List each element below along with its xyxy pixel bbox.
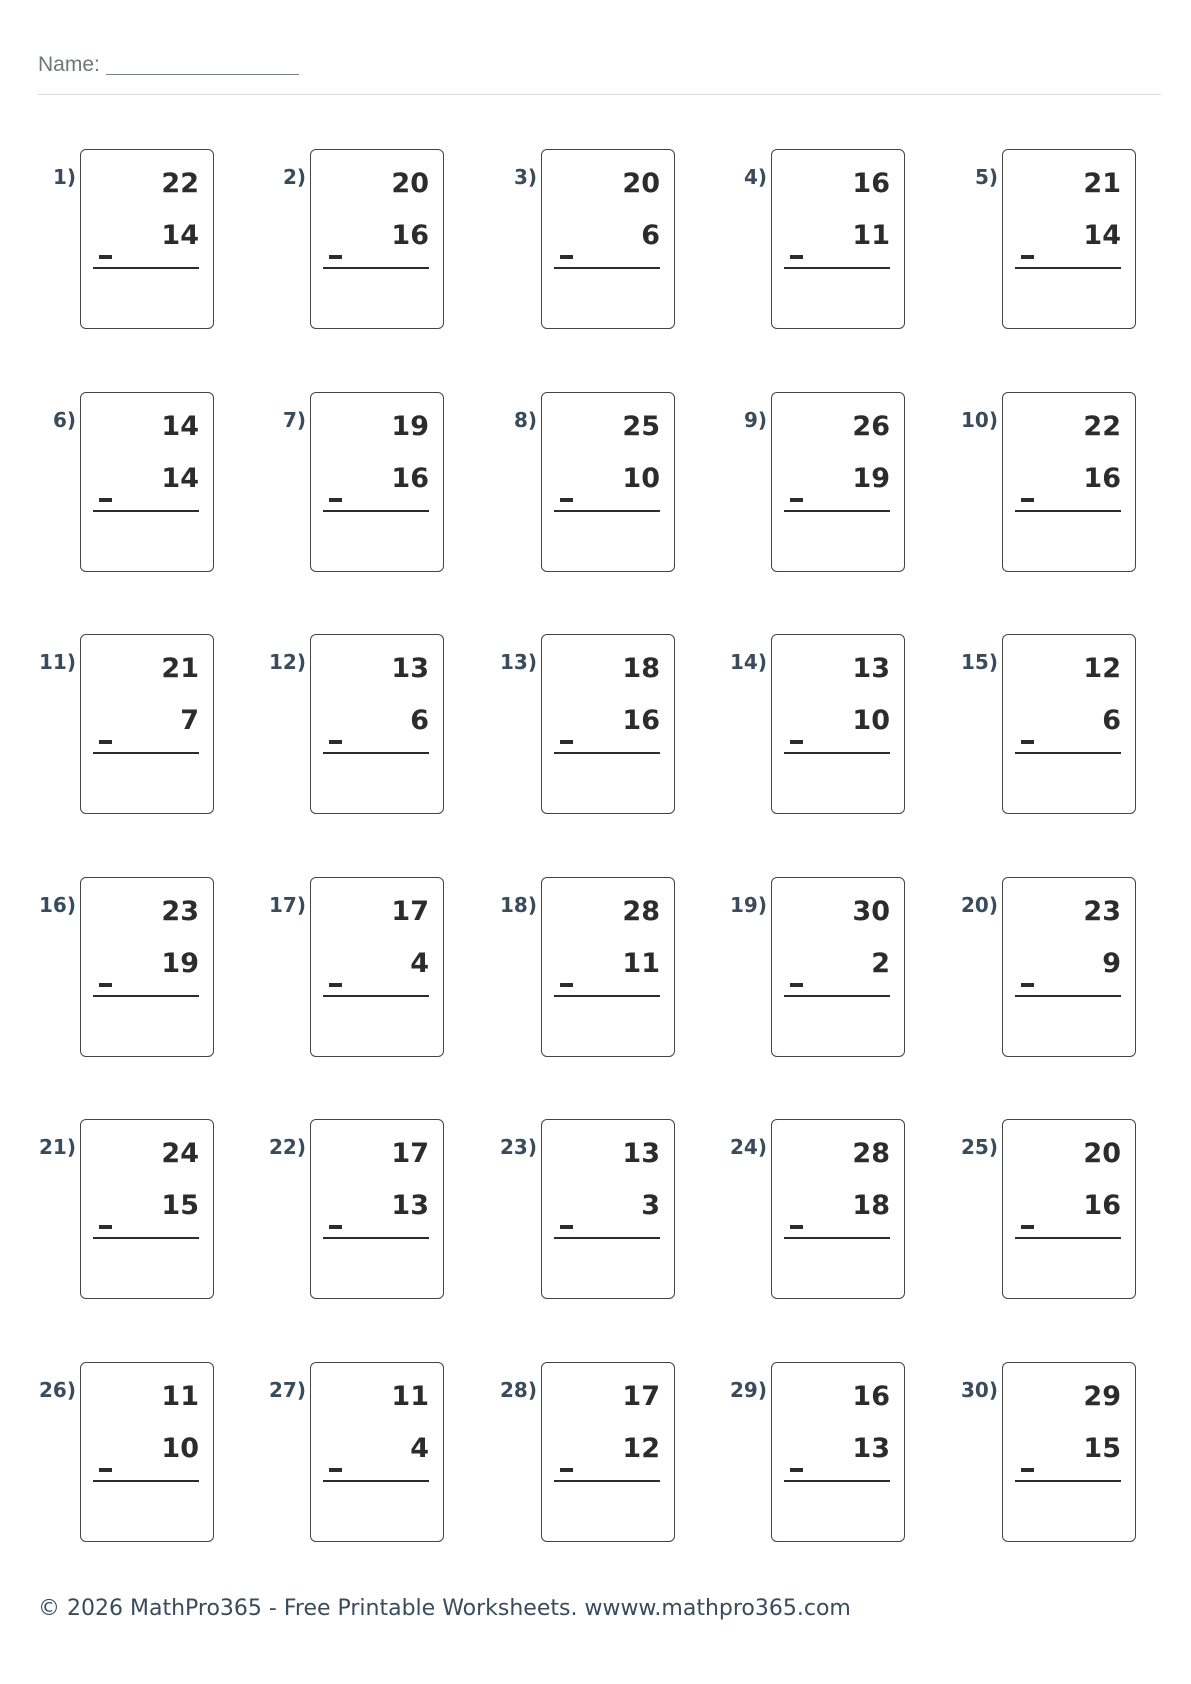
subtrahend: 10 bbox=[161, 1433, 199, 1464]
problem-item bbox=[500, 1119, 677, 1301]
problem-number: 26) bbox=[39, 1378, 76, 1402]
answer-line bbox=[784, 995, 890, 997]
problem-card[interactable] bbox=[1002, 392, 1136, 572]
problem-card[interactable] bbox=[310, 877, 444, 1057]
minuend: 17 bbox=[391, 896, 429, 927]
answer-line bbox=[1015, 752, 1121, 754]
subtrahend: 10 bbox=[852, 705, 890, 736]
problem-item bbox=[500, 634, 677, 816]
problem-card[interactable] bbox=[541, 149, 675, 329]
problem-card[interactable] bbox=[771, 392, 905, 572]
problem-card[interactable] bbox=[541, 877, 675, 1057]
answer-line bbox=[93, 1237, 199, 1239]
subtrahend: 15 bbox=[161, 1190, 199, 1221]
minuend: 12 bbox=[1083, 653, 1121, 684]
minus-sign bbox=[329, 983, 342, 987]
problem-item bbox=[730, 634, 907, 816]
answer-line bbox=[784, 1480, 890, 1482]
minuend: 28 bbox=[852, 1138, 890, 1169]
minus-sign bbox=[99, 740, 112, 744]
minus-sign bbox=[790, 255, 803, 259]
problem-number: 11) bbox=[39, 650, 76, 674]
problem-number: 3) bbox=[513, 165, 537, 189]
minus-sign bbox=[560, 983, 573, 987]
answer-line bbox=[784, 1237, 890, 1239]
problem-item bbox=[730, 1119, 907, 1301]
problem-number: 6) bbox=[52, 408, 76, 432]
minuend: 20 bbox=[1083, 1138, 1121, 1169]
problem-card[interactable] bbox=[771, 877, 905, 1057]
minuend: 23 bbox=[1083, 896, 1121, 927]
minuend: 18 bbox=[622, 653, 660, 684]
minus-sign bbox=[1021, 1468, 1034, 1472]
answer-line bbox=[93, 510, 199, 512]
problem-item bbox=[282, 149, 446, 331]
footer-copyright: © 2026 MathPro365 - Free Printable Worksheets. wwww.mathpro365.com bbox=[38, 1596, 851, 1621]
problem-number: 29) bbox=[730, 1378, 767, 1402]
answer-line bbox=[93, 1480, 199, 1482]
subtrahend: 3 bbox=[641, 1190, 660, 1221]
subtrahend: 14 bbox=[1083, 220, 1121, 251]
problem-number: 25) bbox=[961, 1135, 998, 1159]
subtrahend: 15 bbox=[1083, 1433, 1121, 1464]
minuend: 19 bbox=[391, 411, 429, 442]
problem-number: 20) bbox=[961, 893, 998, 917]
minuend: 29 bbox=[1083, 1381, 1121, 1412]
subtrahend: 7 bbox=[180, 705, 199, 736]
problem-item bbox=[730, 1362, 907, 1544]
problem-item bbox=[743, 149, 907, 331]
problem-item bbox=[513, 149, 677, 331]
minuend: 13 bbox=[622, 1138, 660, 1169]
subtrahend: 9 bbox=[1102, 948, 1121, 979]
minuend: 26 bbox=[852, 411, 890, 442]
answer-line bbox=[323, 267, 429, 269]
problem-item bbox=[743, 392, 907, 574]
problem-card[interactable] bbox=[1002, 634, 1136, 814]
problem-card[interactable] bbox=[310, 634, 444, 814]
answer-line bbox=[554, 995, 660, 997]
minuend: 16 bbox=[852, 1381, 890, 1412]
problem-item bbox=[269, 1362, 446, 1544]
minus-sign bbox=[1021, 1225, 1034, 1229]
minuend: 16 bbox=[852, 168, 890, 199]
problem-card[interactable] bbox=[771, 1362, 905, 1542]
answer-line bbox=[784, 510, 890, 512]
minuend: 23 bbox=[161, 896, 199, 927]
problem-card[interactable] bbox=[310, 392, 444, 572]
minus-sign bbox=[329, 1468, 342, 1472]
subtrahend: 16 bbox=[1083, 463, 1121, 494]
minuend: 25 bbox=[622, 411, 660, 442]
minuend: 13 bbox=[391, 653, 429, 684]
problem-item bbox=[961, 1362, 1138, 1544]
problem-card[interactable] bbox=[1002, 149, 1136, 329]
minus-sign bbox=[790, 498, 803, 502]
subtrahend: 14 bbox=[161, 220, 199, 251]
problem-number: 4) bbox=[743, 165, 767, 189]
problem-number: 13) bbox=[500, 650, 537, 674]
subtrahend: 11 bbox=[622, 948, 660, 979]
problem-item bbox=[961, 634, 1138, 816]
minus-sign bbox=[99, 983, 112, 987]
minus-sign bbox=[99, 498, 112, 502]
problem-number: 27) bbox=[269, 1378, 306, 1402]
problem-item bbox=[39, 634, 216, 816]
subtrahend: 6 bbox=[410, 705, 429, 736]
problem-number: 24) bbox=[730, 1135, 767, 1159]
answer-line bbox=[323, 1480, 429, 1482]
answer-line bbox=[1015, 510, 1121, 512]
problem-card[interactable] bbox=[310, 1119, 444, 1299]
minuend: 14 bbox=[161, 411, 199, 442]
problem-number: 12) bbox=[269, 650, 306, 674]
problem-item bbox=[39, 1119, 216, 1301]
problem-card[interactable] bbox=[80, 634, 214, 814]
minus-sign bbox=[99, 1225, 112, 1229]
problem-number: 9) bbox=[743, 408, 767, 432]
problem-card[interactable] bbox=[541, 1362, 675, 1542]
problem-item bbox=[974, 149, 1138, 331]
subtrahend: 13 bbox=[391, 1190, 429, 1221]
problem-card[interactable] bbox=[80, 392, 214, 572]
subtrahend: 16 bbox=[622, 705, 660, 736]
problem-card[interactable] bbox=[771, 149, 905, 329]
minus-sign bbox=[560, 740, 573, 744]
problem-card[interactable] bbox=[541, 634, 675, 814]
subtrahend: 4 bbox=[410, 948, 429, 979]
minuend: 11 bbox=[161, 1381, 199, 1412]
problem-item bbox=[500, 877, 677, 1059]
answer-line bbox=[323, 510, 429, 512]
name-label: Name: bbox=[38, 53, 100, 76]
minus-sign bbox=[1021, 498, 1034, 502]
problem-card[interactable] bbox=[310, 149, 444, 329]
problem-card[interactable] bbox=[80, 877, 214, 1057]
minus-sign bbox=[560, 255, 573, 259]
minuend: 20 bbox=[391, 168, 429, 199]
answer-line bbox=[554, 510, 660, 512]
problem-number: 30) bbox=[961, 1378, 998, 1402]
problem-item bbox=[269, 877, 446, 1059]
minus-sign bbox=[790, 740, 803, 744]
problem-item bbox=[52, 149, 216, 331]
subtrahend: 18 bbox=[852, 1190, 890, 1221]
minus-sign bbox=[1021, 983, 1034, 987]
answer-line bbox=[93, 752, 199, 754]
minuend: 22 bbox=[1083, 411, 1121, 442]
problem-card[interactable] bbox=[80, 149, 214, 329]
problem-card[interactable] bbox=[310, 1362, 444, 1542]
problem-number: 15) bbox=[961, 650, 998, 674]
subtrahend: 6 bbox=[641, 220, 660, 251]
problem-number: 1) bbox=[52, 165, 76, 189]
subtrahend: 19 bbox=[161, 948, 199, 979]
problem-number: 5) bbox=[974, 165, 998, 189]
problem-number: 2) bbox=[282, 165, 306, 189]
minus-sign bbox=[560, 1225, 573, 1229]
problem-number: 19) bbox=[730, 893, 767, 917]
minus-sign bbox=[329, 1225, 342, 1229]
minus-sign bbox=[560, 1468, 573, 1472]
minus-sign bbox=[329, 740, 342, 744]
minuend: 11 bbox=[391, 1381, 429, 1412]
answer-line bbox=[784, 752, 890, 754]
minus-sign bbox=[99, 255, 112, 259]
problem-item bbox=[513, 392, 677, 574]
minus-sign bbox=[1021, 255, 1034, 259]
minuend: 21 bbox=[161, 653, 199, 684]
problem-number: 21) bbox=[39, 1135, 76, 1159]
subtrahend: 10 bbox=[622, 463, 660, 494]
subtrahend: 19 bbox=[852, 463, 890, 494]
problem-item bbox=[500, 1362, 677, 1544]
problem-item bbox=[961, 1119, 1138, 1301]
problem-card[interactable] bbox=[541, 1119, 675, 1299]
minuend: 22 bbox=[161, 168, 199, 199]
answer-line bbox=[1015, 1237, 1121, 1239]
answer-line bbox=[323, 1237, 429, 1239]
problem-card[interactable] bbox=[1002, 877, 1136, 1057]
minus-sign bbox=[1021, 740, 1034, 744]
problem-card[interactable] bbox=[771, 634, 905, 814]
problem-card[interactable] bbox=[1002, 1119, 1136, 1299]
answer-line bbox=[1015, 267, 1121, 269]
problem-item bbox=[961, 392, 1138, 574]
minuend: 28 bbox=[622, 896, 660, 927]
problem-number: 22) bbox=[269, 1135, 306, 1159]
answer-line bbox=[1015, 1480, 1121, 1482]
answer-line bbox=[554, 267, 660, 269]
answer-line bbox=[1015, 995, 1121, 997]
subtrahend: 6 bbox=[1102, 705, 1121, 736]
subtrahend: 13 bbox=[852, 1433, 890, 1464]
answer-line bbox=[554, 752, 660, 754]
problem-item bbox=[961, 877, 1138, 1059]
subtrahend: 4 bbox=[410, 1433, 429, 1464]
minuend: 20 bbox=[622, 168, 660, 199]
minus-sign bbox=[790, 983, 803, 987]
problem-item bbox=[52, 392, 216, 574]
subtrahend: 14 bbox=[161, 463, 199, 494]
problem-card[interactable] bbox=[80, 1362, 214, 1542]
minuend: 17 bbox=[622, 1381, 660, 1412]
minuend: 13 bbox=[852, 653, 890, 684]
minus-sign bbox=[329, 255, 342, 259]
subtrahend: 2 bbox=[871, 948, 890, 979]
answer-line bbox=[323, 752, 429, 754]
problem-item bbox=[282, 392, 446, 574]
problem-card[interactable] bbox=[541, 392, 675, 572]
subtrahend: 16 bbox=[391, 463, 429, 494]
problem-number: 10) bbox=[961, 408, 998, 432]
subtrahend: 11 bbox=[852, 220, 890, 251]
minuend: 24 bbox=[161, 1138, 199, 1169]
problem-card[interactable] bbox=[771, 1119, 905, 1299]
minus-sign bbox=[560, 498, 573, 502]
problem-card[interactable] bbox=[1002, 1362, 1136, 1542]
problem-item bbox=[39, 877, 216, 1059]
problem-number: 7) bbox=[282, 408, 306, 432]
answer-line bbox=[93, 995, 199, 997]
problem-item bbox=[269, 634, 446, 816]
problem-card[interactable] bbox=[80, 1119, 214, 1299]
answer-line bbox=[323, 995, 429, 997]
problem-number: 8) bbox=[513, 408, 537, 432]
minus-sign bbox=[99, 1468, 112, 1472]
subtrahend: 16 bbox=[1083, 1190, 1121, 1221]
problem-item bbox=[269, 1119, 446, 1301]
minuend: 17 bbox=[391, 1138, 429, 1169]
problem-number: 16) bbox=[39, 893, 76, 917]
problem-number: 23) bbox=[500, 1135, 537, 1159]
minus-sign bbox=[790, 1468, 803, 1472]
minus-sign bbox=[790, 1225, 803, 1229]
minuend: 30 bbox=[852, 896, 890, 927]
problem-number: 17) bbox=[269, 893, 306, 917]
answer-line bbox=[554, 1480, 660, 1482]
answer-line bbox=[554, 1237, 660, 1239]
subtrahend: 16 bbox=[391, 220, 429, 251]
minus-sign bbox=[329, 498, 342, 502]
problem-number: 18) bbox=[500, 893, 537, 917]
problem-number: 28) bbox=[500, 1378, 537, 1402]
problem-number: 14) bbox=[730, 650, 767, 674]
problem-item bbox=[39, 1362, 216, 1544]
subtrahend: 12 bbox=[622, 1433, 660, 1464]
minuend: 21 bbox=[1083, 168, 1121, 199]
answer-line bbox=[784, 267, 890, 269]
problem-item bbox=[730, 877, 907, 1059]
answer-line bbox=[93, 267, 199, 269]
